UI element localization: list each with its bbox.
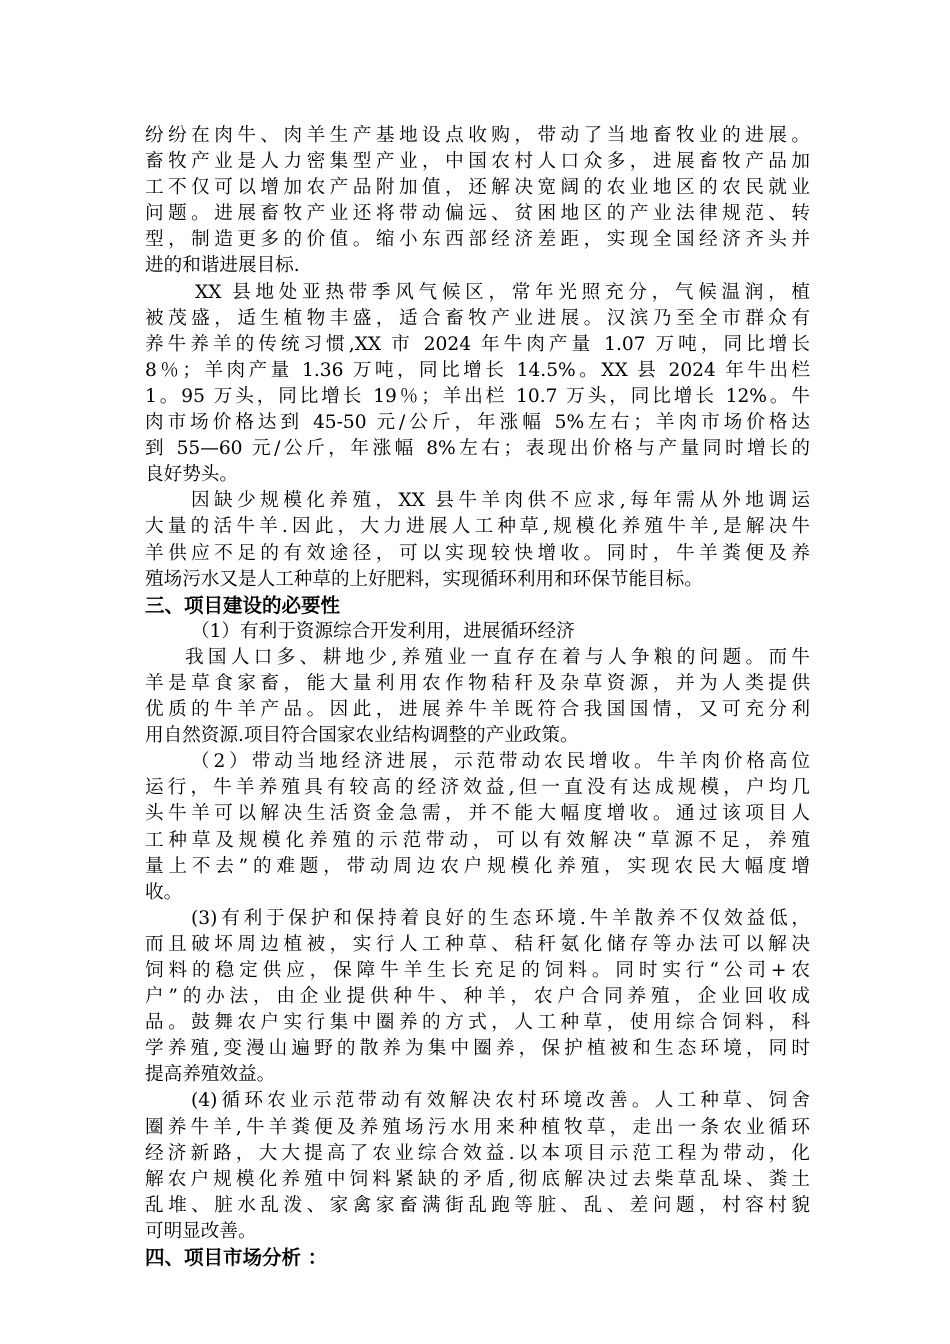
text-line: 进的和谐进展目标. <box>145 255 300 277</box>
text-line: （2）带动当地经济进展，示范带动农民增收。牛羊肉价格高位 <box>191 751 810 773</box>
text-line: 我国人口多、耕地少,养殖业一直存在着与人争粮的问题。而牛 <box>185 646 810 668</box>
text-line: 纷纷在肉牛、肉羊生产基地设点收购，带动了当地畜牧业的进展。 <box>145 125 810 146</box>
text-line: 到 55—60 元/公斤，年涨幅 8%左右；表现出价格与产量同时增长的 <box>145 438 810 460</box>
text-line: 收。 <box>145 881 183 903</box>
text-line: XX 县地处亚热带季风气候区，常年光照充分，气候温润，植 <box>195 281 810 303</box>
text-line: 可明显改善。 <box>145 1220 257 1242</box>
text-line: 而且破坏周边植被，实行人工种草、秸秆氨化储存等办法可以解决 <box>145 933 810 955</box>
section-heading: 四、项目市场分析 ： <box>145 1246 328 1270</box>
text-line: 工不仅可以增加农产品附加值，还解决宽阔的农业地区的农民就业 <box>145 177 810 199</box>
text-line: 圈养牛羊,牛羊粪便及养殖场污水用来种植牧草，走出一条农业循环 <box>145 1116 810 1138</box>
section-heading: 三、项目建设的必要性 <box>145 593 341 617</box>
text-line: 解农户规模化养殖中饲料紧缺的矛盾,彻底解决过去柴草乱垛、粪土 <box>145 1168 810 1190</box>
text-line: 学养殖,变漫山遍野的散养为集中圈养，保护植被和生态环境，同时 <box>145 1038 810 1060</box>
text-line: (3)有利于保护和保持着良好的生态环境.牛羊散养不仅效益低， <box>191 907 810 929</box>
document-body <box>145 123 810 1271</box>
text-line: 头牛羊可以解决生活资金急需，并不能大幅度增收。通过该项目人 <box>145 803 810 825</box>
text-line: （1）有利于资源综合开发利用，进展循环经济 <box>191 620 575 642</box>
paragraph <box>145 123 810 280</box>
text-line: 工种草及规模化养殖的示范带动，可以有效解决“草源不足，养殖 <box>145 829 810 851</box>
text-line: 运行，牛羊养殖具有较高的经济效益,但一直没有达成规模，户均几 <box>145 777 810 799</box>
paragraph <box>145 619 810 645</box>
text-line: 经济新路，大大提高了农业综合效益.以本项目示范工程为带动，化 <box>145 1142 810 1164</box>
text-line: 畜牧产业是人力密集型产业，中国农村人口众多，进展畜牧产品加 <box>145 151 810 173</box>
text-line: 大量的活牛羊.因此，大力进展人工种草,规模化养殖牛羊,是解决牛 <box>145 516 810 538</box>
paragraph <box>145 749 810 906</box>
text-line: 8％；羊肉产量 1.36 万吨，同比增长 14.5%。XX 县 2024 年牛出栏 <box>145 359 810 381</box>
text-line: 户”的办法，由企业提供种牛、种羊，农户合同养殖，企业回收成 <box>145 986 810 1008</box>
paragraph <box>145 280 810 489</box>
text-line: 型，制造更多的价值。缩小东西部经济差距，实现全国经济齐头并 <box>145 229 810 251</box>
text-line: 被茂盛，适生植物丰盛，适合畜牧产业进展。汉滨乃至全市群众有 <box>145 307 810 329</box>
text-line: 乱堆、脏水乱泼、家禽家畜满街乱跑等脏、乱、差问题，村容村貌 <box>145 1194 810 1216</box>
text-line: (4)循环农业示范带动有效解决农村环境改善。人工种草、饲舍 <box>191 1090 810 1112</box>
text-line: 1。95 万头，同比增长 19％；羊出栏 10.7 万头，同比增长 12%。牛 <box>145 385 810 407</box>
text-line: 优质的牛羊产品。因此，进展养牛羊既符合我国国情，又可充分利 <box>145 699 810 721</box>
text-line: 羊供应不足的有效途径，可以实现较快增收。同时，牛羊粪便及养 <box>145 542 810 564</box>
paragraph <box>145 906 810 1089</box>
text-line: 殖场污水又是人工种草的上好肥料，实现循环利用和环保节能目标。 <box>145 568 703 590</box>
text-line: 羊是草食家畜，能大量利用农作物秸秆及杂草资源，并为人类提供 <box>145 672 810 694</box>
text-line: 品。鼓舞农户实行集中圈养的方式，人工种草，使用综合饲料，科 <box>145 1012 810 1034</box>
text-line: 提高养殖效益。 <box>145 1064 276 1086</box>
paragraph <box>145 488 810 592</box>
text-line: 良好势头。 <box>145 464 238 486</box>
text-line: 肉市场价格达到 45-50 元/公斤，年涨幅 5%左右；羊肉市场价格达 <box>145 412 810 434</box>
text-line: 饲料的稳定供应，保障牛羊生长充足的饲料。同时实行“公司+农 <box>145 960 810 981</box>
text-line: 因缺少规模化养殖，XX 县牛羊肉供不应求,每年需从外地调运 <box>191 490 810 512</box>
text-line: 养牛养羊的传统习惯,XX 市 2024 年牛肉产量 1.07 万吨，同比增长 <box>145 333 810 355</box>
text-line: 用自然资源.项目符合国家农业结构调整的产业政策。 <box>145 725 579 747</box>
paragraph <box>145 1088 810 1245</box>
text-line: 问题。进展畜牧产业还将带动偏远、贫困地区的产业法律规范、转 <box>145 203 810 225</box>
text-line: 量上不去”的难题，带动周边农户规模化养殖，实现农民大幅度增 <box>145 855 810 877</box>
paragraph <box>145 645 810 749</box>
